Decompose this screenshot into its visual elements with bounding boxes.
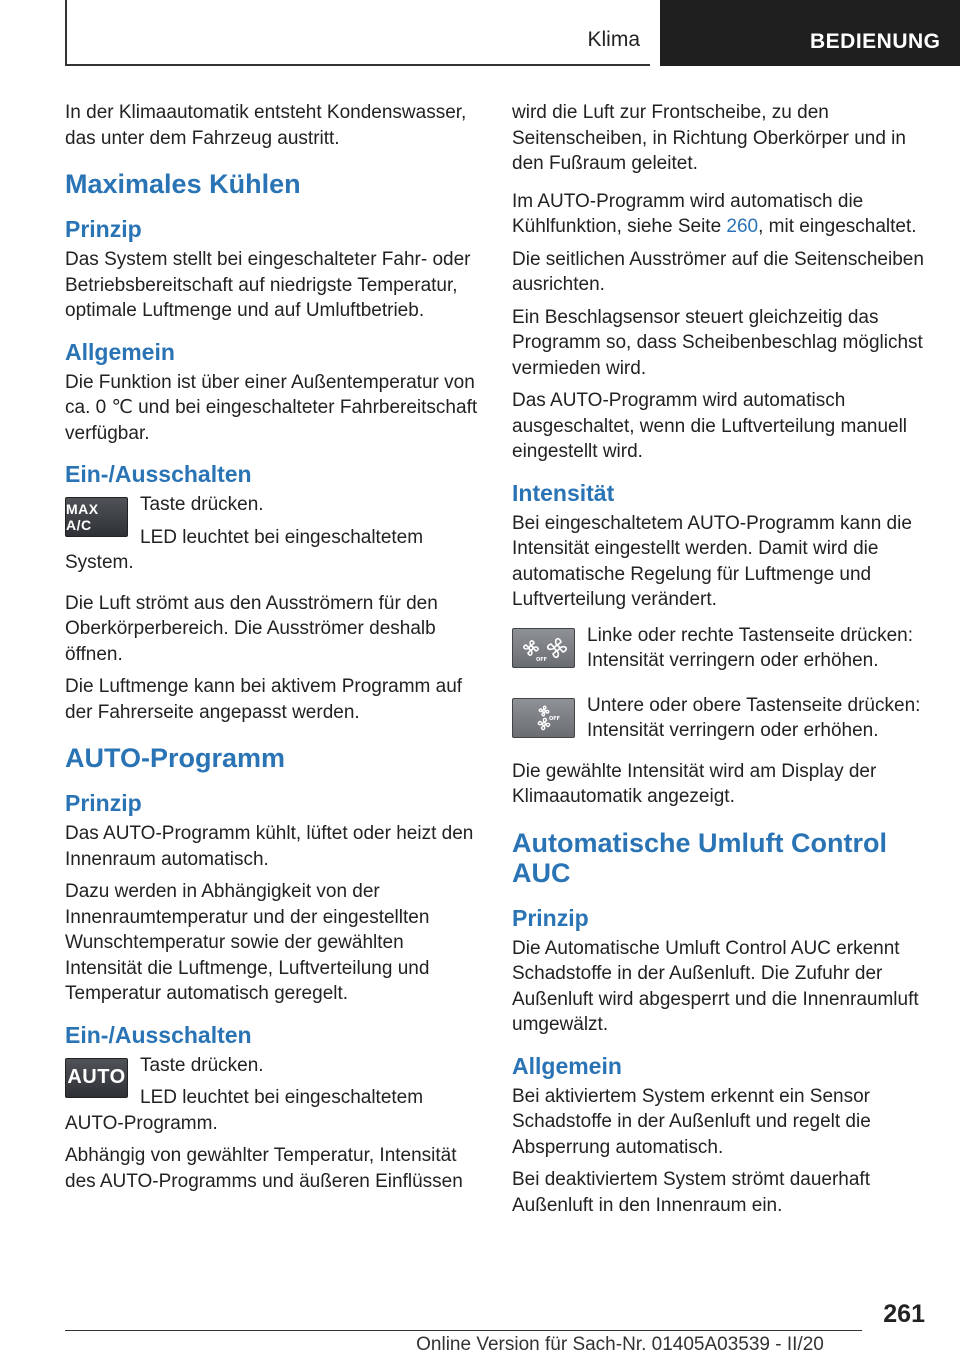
heading-prinzip-auto: Prinzip [65, 790, 142, 816]
paragraph-auc-deaktiviert: Bei deaktiviertem System strömt dauerhaft Außenluft in den Innenraum ein. [512, 1169, 870, 1216]
svg-text:OFF: OFF [535, 656, 547, 663]
heading-auto-programm: AUTO-Programm [65, 743, 286, 773]
heading-prinzip-auc: Prinzip [512, 904, 589, 931]
paragraph-luftmenge: Die Luftmenge kann bei aktivem Programm auf der Fahrerseite angepasst werden. [65, 676, 463, 723]
paragraph-taste-druecken-auto: Taste drücken. [140, 1054, 264, 1076]
max-ac-button-icon [65, 497, 128, 537]
heading-maximales-kuehlen: Maximales Kühlen [65, 169, 301, 199]
header-frame [65, 0, 650, 66]
fan-up-down-icon [512, 698, 575, 738]
header-chapter-tab: BEDIENUNG [660, 0, 960, 66]
paragraph-unten-oben: Untere oder obere Tastenseite drücken: Intensität verringern oder erhöhen. [587, 694, 921, 741]
heading-allgemein-auc: Allgemein [512, 1052, 622, 1079]
heading-ein-ausschalten: Ein-/Ausschalten [65, 461, 252, 487]
paragraph-auto-kuehlt: Das AUTO-Programm kühlt, lüftet oder heizt den Innenraum automatisch. [65, 823, 474, 870]
fan-left-right-icon [512, 628, 575, 668]
paragraph-links-rechts: Linke oder rechte Tastenseite drücken: Intensität verringern oder erhöhen. [587, 624, 914, 671]
footer-online-version: Online Version für Sach-Nr. 01405A03539 - II/20 [416, 1334, 824, 1355]
paragraph-kuehlfunktion [512, 189, 928, 240]
paragraph-led-leuchtet: LED leuchtet bei eingeschaltetem System. [65, 526, 424, 573]
paragraph-led-auto: LED leuchtet bei eingeschaltetem AUTO-Programm. [65, 1087, 424, 1134]
paragraph-luft-stroemt: Die Luft strömt aus den Ausströmern für den Oberkörperbereich. Die Ausströmer deshalb öffnen. [65, 592, 438, 665]
page-number: 261 [883, 1300, 925, 1328]
heading-auc: Automatische Umluft Control AUC [512, 827, 887, 888]
paragraph-auc-aktiviert: Bei aktiviertem System erkennt ein Sensor Schadstoffe in der Außenluft und regelt die Absperrung automatisch. [512, 1085, 871, 1158]
fan-up-down-block [512, 693, 928, 751]
kuehl-text-a: Im AUTO-Programm wird automatisch die Kühlfunktion, siehe Seite [512, 190, 864, 237]
paragraph-taste-druecken: Taste drücken. [140, 494, 264, 515]
page-link-260[interactable]: 260 [726, 216, 759, 237]
paragraph-auc-prinzip: Die Automatische Umluft Control AUC erkennt Schadstoffe in der Außenluft. Die Zufuhr der Außenluft wird abgesperrt und die Innenraumluft umgewälzt. [512, 937, 919, 1035]
auto-block [65, 1053, 481, 1144]
auto-button-label: AUTO [67, 1066, 126, 1088]
heading-ein-ausschalten-auto: Ein-/Ausschalten [65, 1021, 252, 1048]
footer-divider [65, 1330, 862, 1331]
right-column [512, 100, 928, 1225]
paragraph-intensitaet-anzeige: Die gewählte Intensität wird am Display der Klimaautomatik angezeigt. [512, 760, 877, 807]
auto-button-icon [65, 1058, 128, 1098]
paragraph-prinzip: Das System stellt bei eingeschalteter Fahr- oder Betriebsbereitschaft auf niedrigste Temperatur, optimale Luftmenge und auf Umluftbetrieb. [65, 249, 471, 321]
heading-intensitaet: Intensität [512, 479, 615, 506]
fan-left-right-block [512, 623, 928, 681]
heading-allgemein: Allgemein [65, 338, 175, 365]
paragraph-abhaengig: Abhängig von gewählter Temperatur, Intensität des AUTO-Programms und äußeren Einflüssen [65, 1145, 463, 1192]
max-ac-block [65, 492, 481, 583]
paragraph-ausgeschaltet: Das AUTO-Programm wird automatisch ausgeschaltet, wenn die Luftverteilung manuell eingestellt wird. [512, 390, 908, 462]
left-column [65, 100, 481, 1201]
paragraph-intensitaet: Bei eingeschaltetem AUTO-Programm kann die Intensität eingestellt werden. Damit wird die automatische Regelung für Luftmenge und Luftverteilung verändert. [512, 512, 912, 610]
paragraph-kondenswasser: In der Klimaautomatik entsteht Kondenswasser, das unter dem Fahrzeug austritt. [65, 102, 467, 149]
heading-prinzip: Prinzip [65, 216, 142, 242]
max-ac-button-label: MAX A/C [66, 501, 99, 533]
paragraph-auto-regelung: Dazu werden in Abhängigkeit von der Innenraumtemperatur und der eingestellten Wunschtemperatur sowie der gewählten Intensität die Luftmenge, Luftverteilung und Temperatur automatisch geregelt. [65, 881, 430, 1004]
paragraph-seitliche-ausstroemer: Die seitlichen Ausströmer auf die Seitenscheiben ausrichten. [512, 248, 924, 295]
kuehl-text-b: , mit eingeschaltet. [758, 216, 917, 237]
svg-text:OFF: OFF [548, 715, 560, 722]
paragraph-allgemein: Die Funktion ist über einer Außentemperatur von ca. 0 ℃ und bei eingeschalteter Fahrbereitschaft verfügbar. [65, 371, 478, 444]
paragraph-beschlagsensor: Ein Beschlagsensor steuert gleichzeitig das Programm so, dass Scheibenbeschlag möglichst vermieden wird. [512, 306, 923, 379]
paragraph-luftverteilung: wird die Luft zur Frontscheibe, zu den Seitenscheiben, in Richtung Oberkörper und in den Fußraum geleitet. [512, 102, 906, 174]
header-section-title: Klima [587, 28, 640, 51]
